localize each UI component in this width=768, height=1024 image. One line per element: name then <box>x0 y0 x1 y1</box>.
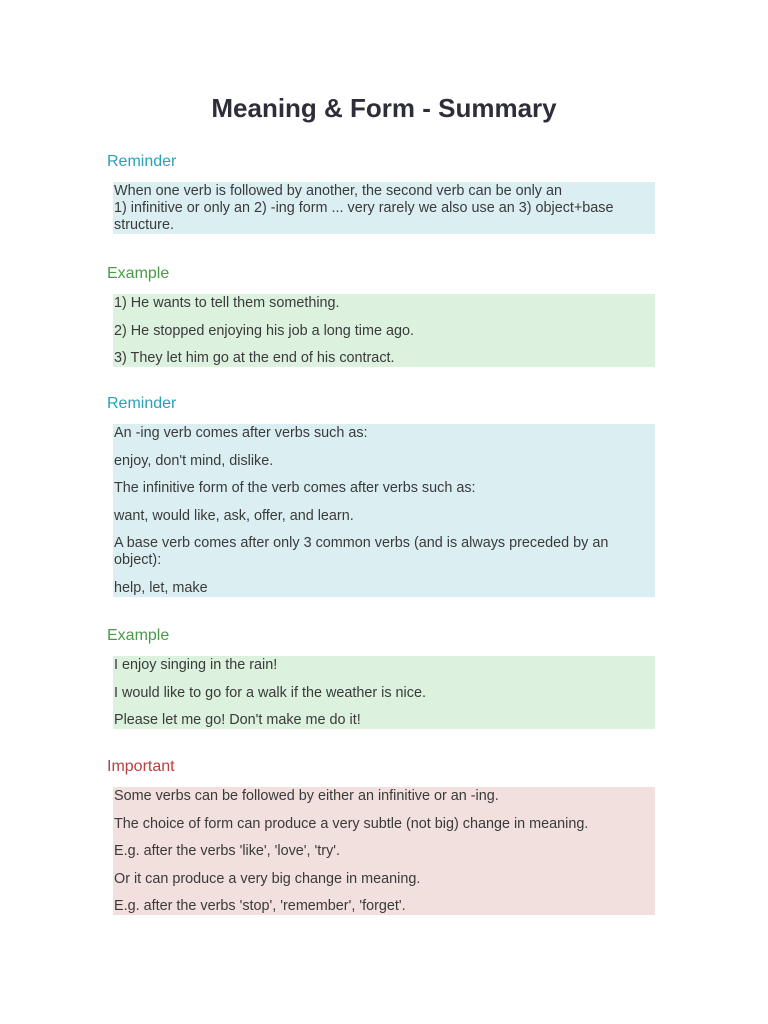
example-line: I would like to go for a walk if the weather is nice. <box>114 684 426 701</box>
section-heading-important: Important <box>107 758 175 775</box>
important-line: E.g. after the verbs 'stop', 'remember', 'forget'. <box>114 898 406 914</box>
example-line: 3) They let him go at the end of his contract. <box>114 350 395 366</box>
example-box <box>113 656 655 729</box>
reminder-box <box>113 424 655 597</box>
example-line: I enjoy singing in the rain! <box>114 657 278 673</box>
example-line: Please let me go! Don't make me do it! <box>114 712 361 728</box>
important-section <box>107 757 655 916</box>
example-line: 1) He wants to tell them something. <box>114 295 340 311</box>
example-line: 2) He stopped enjoying his job a long time ago. <box>114 322 414 339</box>
reminder-section-1 <box>107 152 655 235</box>
reminder-line: help, let, make <box>114 579 208 596</box>
important-line: The choice of form can produce a very subtle (not big) change in meaning. <box>114 815 589 832</box>
important-line: Some verbs can be followed by either an infinitive or an -ing. <box>114 788 499 804</box>
important-line: Or it can produce a very big change in meaning. <box>114 870 421 887</box>
reminder-line: 1) infinitive or only an 2) -ing form ... very rarely we also use an 3) object+base structure. <box>114 200 614 233</box>
example-section-1 <box>107 264 655 368</box>
reminder-line: An -ing verb comes after verbs such as: <box>114 425 368 441</box>
important-line: E.g. after the verbs 'like', 'love', 'try'. <box>114 843 341 859</box>
section-heading-reminder: Reminder <box>107 395 177 412</box>
example-box <box>113 294 655 367</box>
reminder-line: When one verb is followed by another, the second verb can be only an <box>114 183 562 199</box>
reminder-line: The infinitive form of the verb comes after verbs such as: <box>114 480 476 496</box>
important-box <box>113 787 655 915</box>
section-heading-example: Example <box>107 265 170 282</box>
page-title: Meaning & Form - Summary <box>211 93 557 123</box>
reminder-line: enjoy, don't mind, dislike. <box>114 452 274 469</box>
reminder-line: A base verb comes after only 3 common verbs (and is always preceded by an object): <box>114 535 609 568</box>
reminder-line: want, would like, ask, offer, and learn. <box>114 507 354 524</box>
section-heading-reminder: Reminder <box>107 153 177 170</box>
reminder-box <box>113 182 655 234</box>
reminder-section-2 <box>107 394 655 598</box>
section-heading-example: Example <box>107 627 170 644</box>
example-section-2 <box>107 626 655 730</box>
